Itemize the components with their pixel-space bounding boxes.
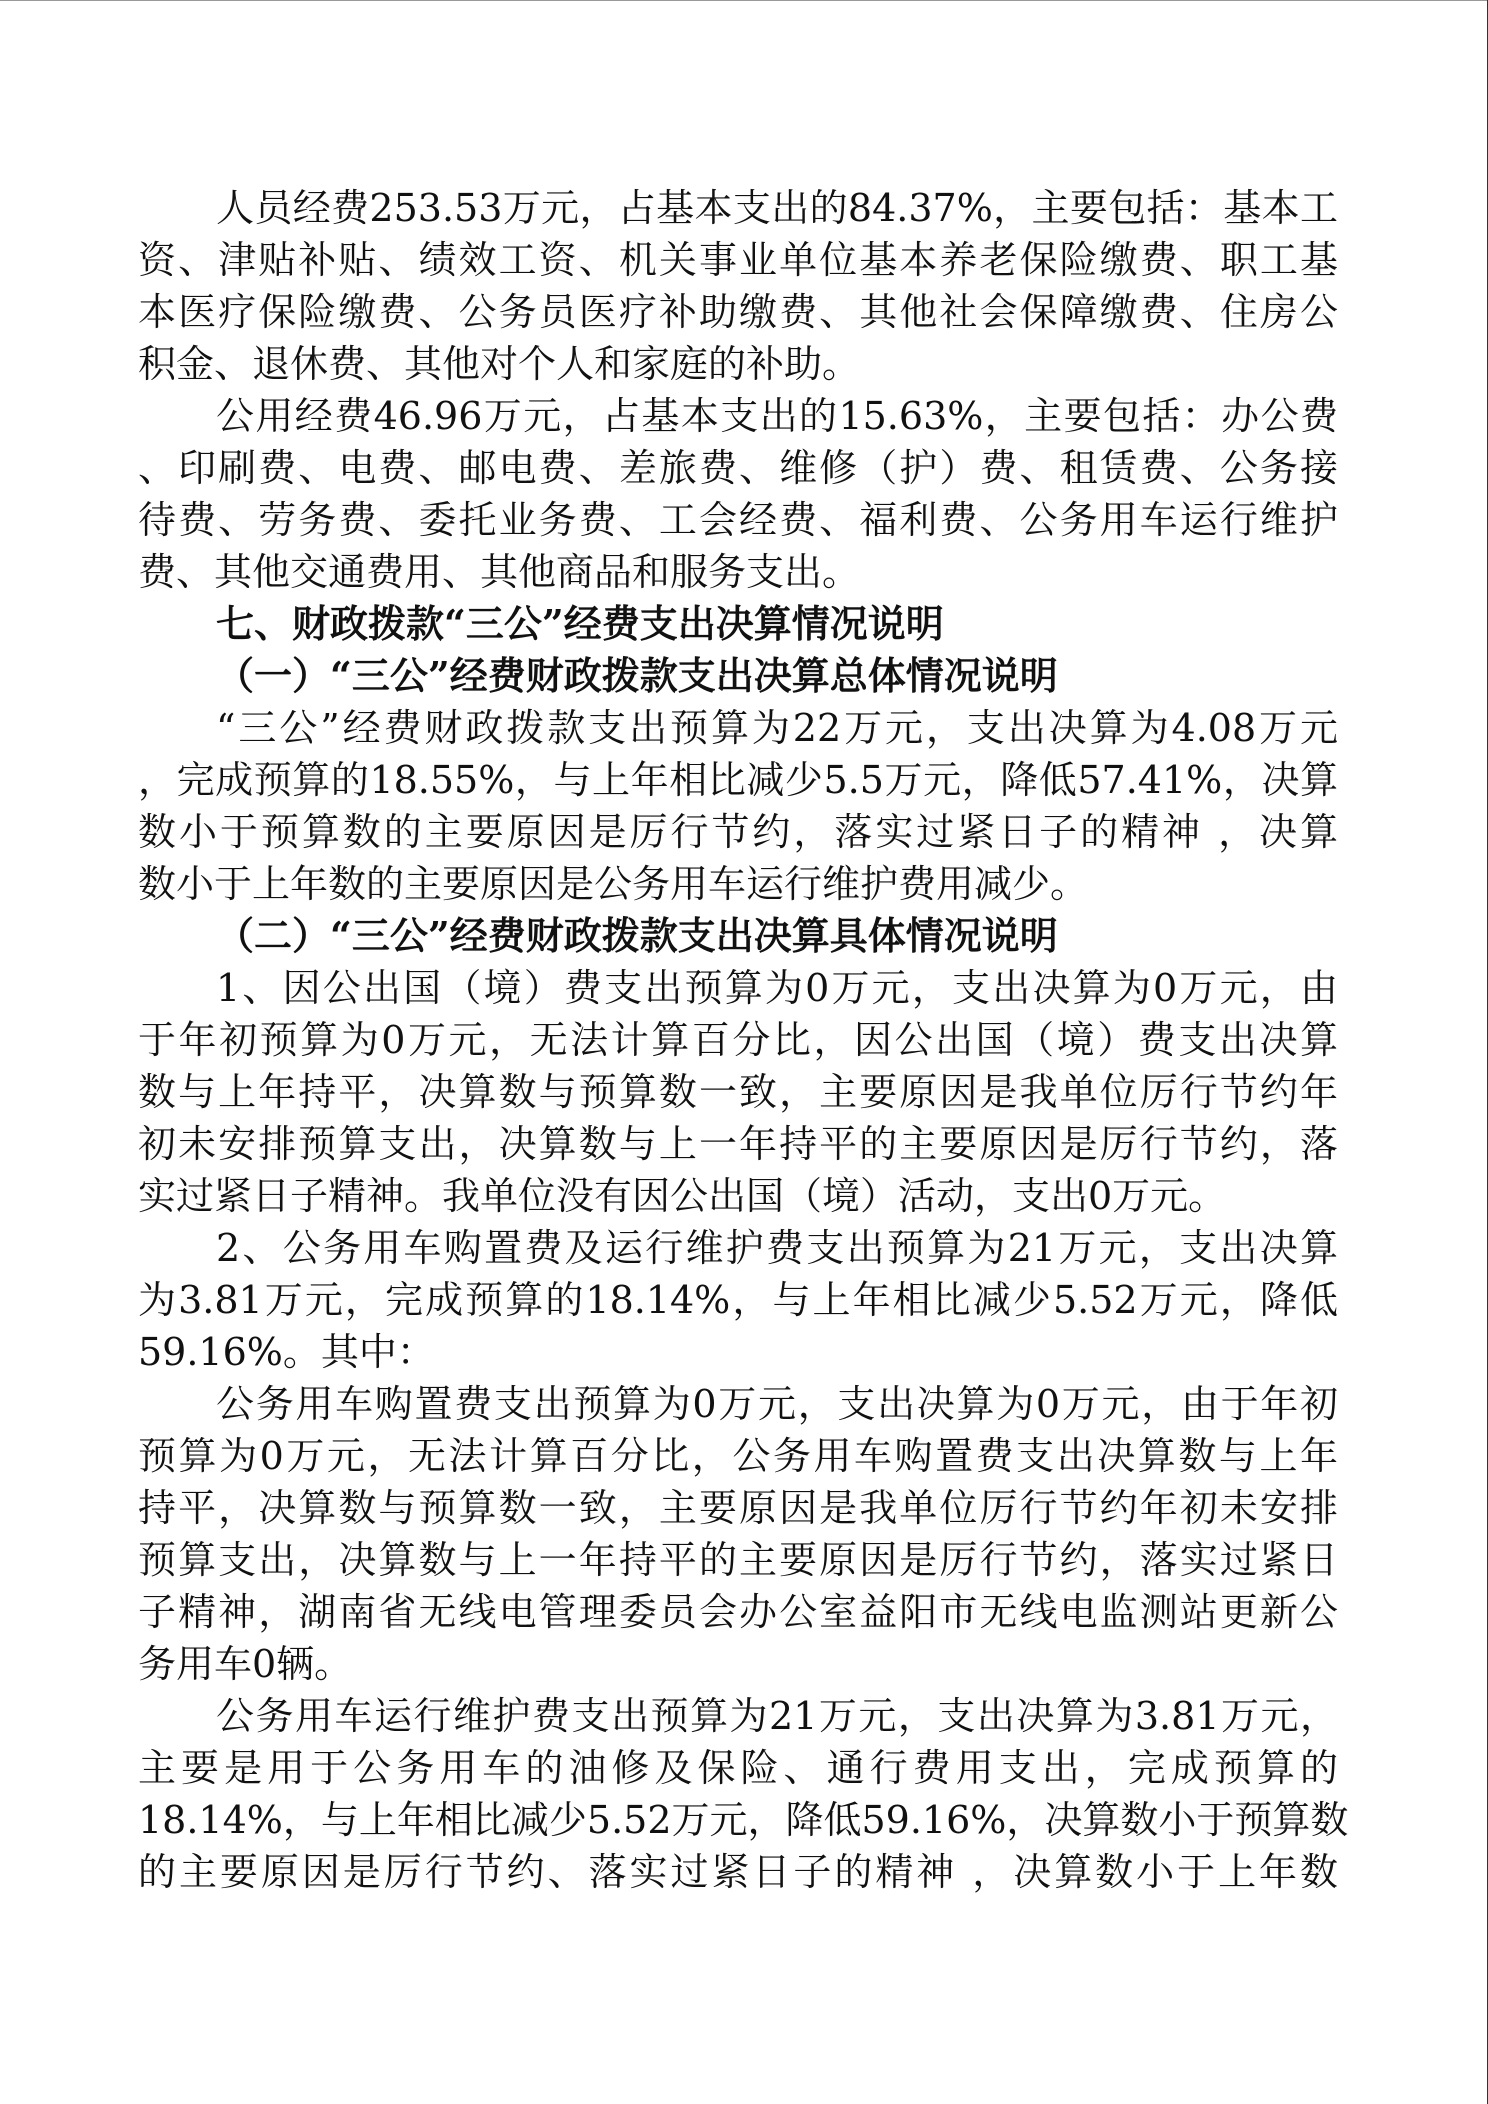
text-line: “三公”经费财政拨款支出预算为22万元，支出决算为4.08万元: [216, 706, 1338, 750]
text-line: 数与上年持平，决算数与预算数一致，主要原因是我单位厉行节约年: [138, 1070, 1338, 1114]
text-line: 本医疗保险缴费、公务员医疗补助缴费、其他社会保障缴费、住房公: [138, 290, 1338, 334]
text-line: （一）“三公”经费财政拨款支出决算总体情况说明: [216, 653, 1058, 698]
text-line: 预算支出，决算数与上一年持平的主要原因是厉行节约，落实过紧日: [138, 1538, 1338, 1582]
text-line: 实过紧日子精神。我单位没有因公出国（境）活动，支出0万元。: [138, 1174, 1227, 1218]
section-heading: [138, 910, 1338, 962]
text-line: 七、财政拨款“三公”经费支出决算情况说明: [216, 601, 944, 646]
paragraph: [138, 182, 1338, 390]
text-line: 持平，决算数与预算数一致，主要原因是我单位厉行节约年初未安排: [138, 1486, 1338, 1530]
text-line: 为3.81万元，完成预算的18.14%，与上年相比减少5.52万元，降低: [138, 1278, 1338, 1322]
text-line: 务用车0辆。: [138, 1642, 353, 1686]
text-line: 人员经费253.53万元，占基本支出的84.37%，主要包括：基本工: [216, 186, 1338, 230]
paragraph: [138, 702, 1338, 910]
section-heading: [138, 598, 1338, 650]
section-heading: [138, 650, 1338, 702]
text-line: 初未安排预算支出，决算数与上一年持平的主要原因是厉行节约，落: [138, 1122, 1338, 1166]
text-line: 、印刷费、电费、邮电费、差旅费、维修（护）费、租赁费、公务接: [138, 446, 1338, 490]
page-top-border: [0, 0, 1488, 1]
text-line: 主要是用于公务用车的油修及保险、通行费用支出，完成预算的: [138, 1746, 1338, 1790]
text-line: 2、公务用车购置费及运行维护费支出预算为21万元，支出决算: [216, 1226, 1338, 1270]
text-line: 59.16%。其中：: [138, 1330, 435, 1374]
paragraph: [138, 1378, 1338, 1690]
text-line: （二）“三公”经费财政拨款支出决算具体情况说明: [216, 913, 1058, 958]
text-line: 数小于预算数的主要原因是厉行节约，落实过紧日子的精神 ，决算: [138, 810, 1338, 854]
text-line: 的主要原因是厉行节约、落实过紧日子的精神 ，决算数小于上年数: [138, 1850, 1338, 1894]
text-line: 18.14%，与上年相比减少5.52万元，降低59.16%，决算数小于预算数: [138, 1798, 1349, 1842]
text-line: 积金、退休费、其他对个人和家庭的补助。: [138, 342, 861, 386]
text-line: 数小于上年数的主要原因是公务用车运行维护费用减少。: [138, 862, 1089, 906]
text-line: 公务用车购置费支出预算为0万元，支出决算为0万元，由于年初: [216, 1382, 1338, 1426]
text-line: 于年初预算为0万元，无法计算百分比，因公出国（境）费支出决算: [138, 1018, 1338, 1062]
text-line: 资、津贴补贴、绩效工资、机关事业单位基本养老保险缴费、职工基: [138, 238, 1338, 282]
text-line: 子精神，湖南省无线电管理委员会办公室益阳市无线电监测站更新公: [138, 1590, 1338, 1634]
text-line: ，完成预算的18.55%，与上年相比减少5.5万元，降低57.41%，决算: [138, 758, 1338, 802]
paragraph: [138, 1690, 1349, 1898]
text-line: 公务用车运行维护费支出预算为21万元，支出决算为3.81万元，: [216, 1694, 1338, 1738]
paragraph: [138, 390, 1338, 598]
text-line: 公用经费46.96万元，占基本支出的15.63%，主要包括：办公费: [216, 394, 1338, 438]
text-line: 费、其他交通费用、其他商品和服务支出。: [138, 550, 861, 594]
text-line: 待费、劳务费、委托业务费、工会经费、福利费、公务用车运行维护: [138, 498, 1338, 542]
paragraph: [138, 1222, 1338, 1378]
text-line: 预算为0万元，无法计算百分比，公务用车购置费支出决算数与上年: [138, 1434, 1338, 1478]
text-line: 1、因公出国（境）费支出预算为0万元，支出决算为0万元，由: [216, 966, 1338, 1010]
paragraph: [138, 962, 1338, 1222]
document-body: [138, 182, 1349, 1898]
